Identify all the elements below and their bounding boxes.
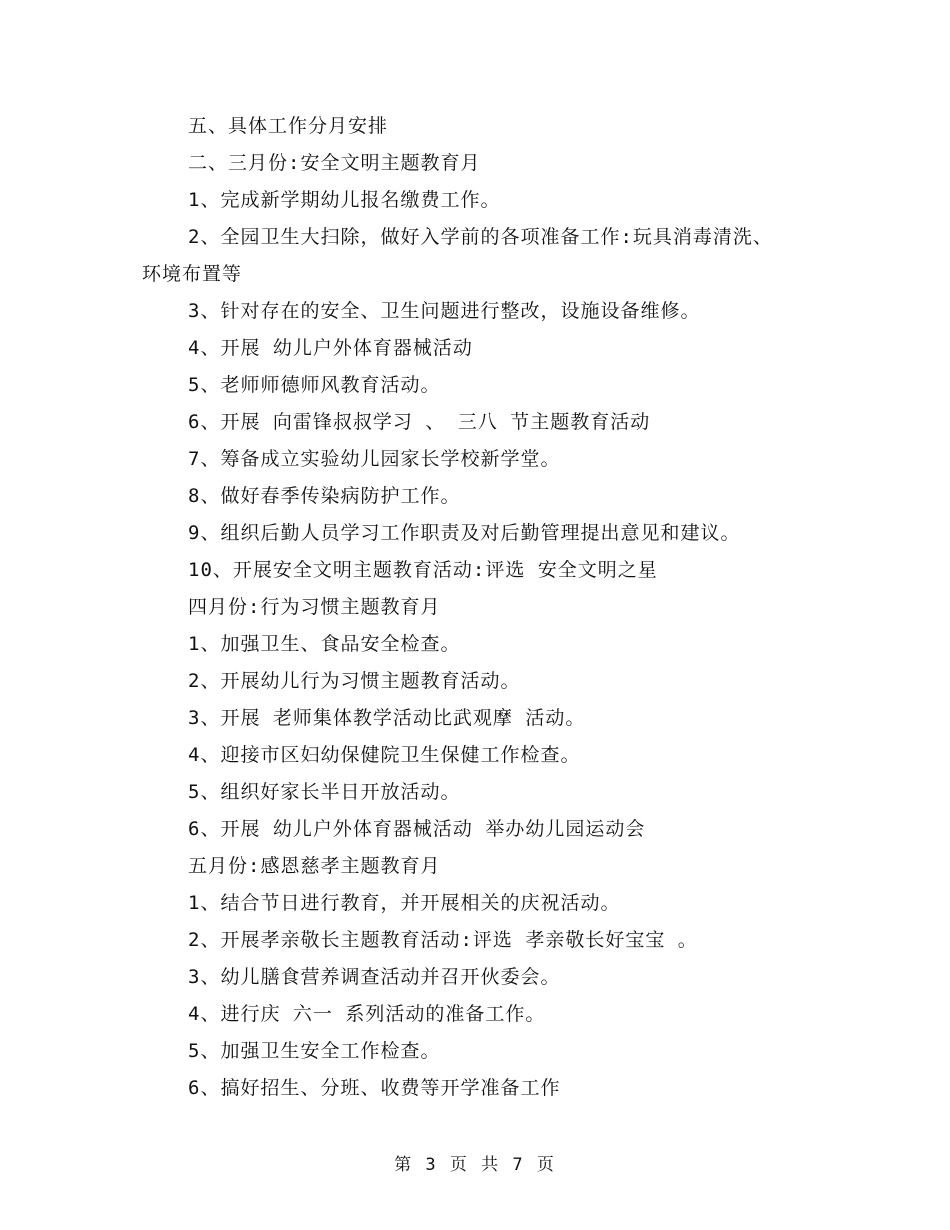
list-item: 5、老师师德师风教育活动。 (188, 374, 441, 396)
list-item: 8、做好春季传染病防护工作。 (188, 485, 461, 507)
list-item: 1、结合节日进行教育，并开展相关的庆祝活动。 (188, 892, 621, 914)
heading-line: 五、具体工作分月安排 (188, 115, 389, 137)
list-item: 4、进行庆 六一 系列活动的准备工作。 (188, 1003, 546, 1025)
list-item: 10、开展安全文明主题教育活动:评选 安全文明之星 (188, 559, 658, 581)
list-item: 4、开展 幼儿户外体育器械活动 (188, 337, 473, 359)
list-item: 4、迎接市区妇幼保健院卫生保健工作检查。 (188, 744, 581, 766)
list-item: 2、全园卫生大扫除，做好入学前的各项准备工作:玩具消毒清洗、 (188, 226, 773, 248)
list-item: 7、筹备成立实验幼儿园家长学校新学堂。 (188, 448, 561, 470)
document-body (142, 108, 822, 1107)
list-item: 3、开展 老师集体教学活动比武观摩 活动。 (188, 707, 586, 729)
section-heading: 四月份:行为习惯主题教育月 (188, 596, 441, 618)
page-footer: 第 3 页 共 7 页 (394, 1155, 556, 1175)
list-item: 2、开展孝亲敬长主题教育活动:评选 孝亲敬长好宝宝 。 (188, 929, 698, 951)
list-item: 6、开展 幼儿户外体育器械活动 举办幼儿园运动会 (188, 818, 646, 840)
list-item: 1、完成新学期幼儿报名缴费工作。 (188, 189, 501, 211)
list-item-continuation: 环境布置等 (142, 263, 243, 285)
section-heading: 二、三月份:安全文明主题教育月 (188, 152, 481, 174)
list-item: 6、搞好招生、分班、收费等开学准备工作 (188, 1077, 561, 1099)
list-item: 3、针对存在的安全、卫生问题进行整改，设施设备维修。 (188, 300, 701, 322)
list-item: 3、幼儿膳食营养调查活动并召开伙委会。 (188, 966, 561, 988)
list-item: 5、加强卫生安全工作检查。 (188, 1040, 441, 1062)
list-item: 2、开展幼儿行为习惯主题教育活动。 (188, 670, 521, 692)
list-item: 1、加强卫生、食品安全检查。 (188, 633, 461, 655)
list-item: 6、开展 向雷锋叔叔学习 、 三八 节主题教育活动 (188, 411, 651, 433)
list-item: 5、组织好家长半日开放活动。 (188, 781, 461, 803)
section-heading: 五月份:感恩慈孝主题教育月 (188, 855, 441, 877)
list-item: 9、组织后勤人员学习工作职责及对后勤管理提出意见和建议。 (188, 522, 741, 544)
